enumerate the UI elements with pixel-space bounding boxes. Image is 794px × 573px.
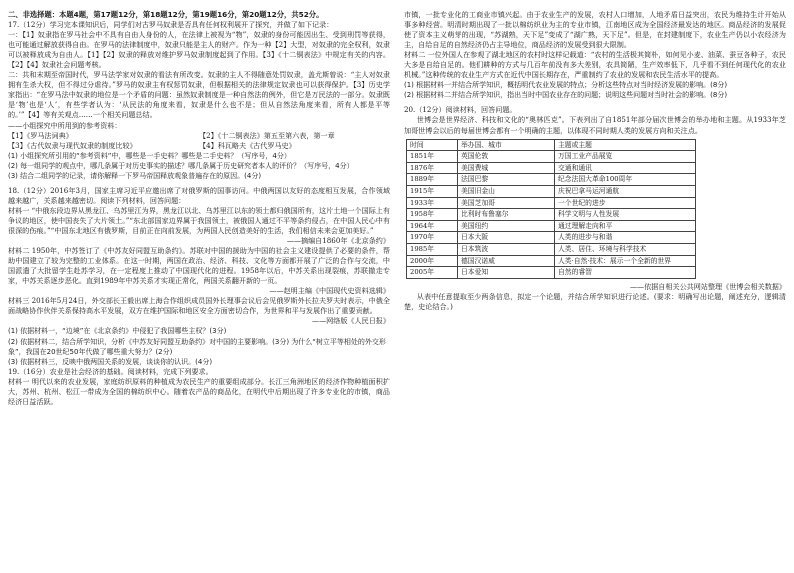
q17-source-intro: ——小组探究中所用到的参考资料：	[8, 120, 122, 130]
expo-city: 英国伦敦	[458, 151, 555, 163]
table-row	[407, 267, 696, 279]
expo-theme: 人类的进步与和谐	[555, 232, 696, 244]
q17-question-3: (3) 结合二组同学的记录，请你解释一下罗马帝国释放观象普遍存在的原因。(4分)	[8, 171, 262, 180]
expo-year: 1933年	[407, 197, 458, 209]
expo-table-header: 主题或主题	[555, 139, 696, 151]
expo-year: 1889年	[407, 174, 458, 186]
expo-city: 美国费城	[458, 162, 555, 174]
q17-group1: 一：【1】奴隶指在罗马社会中不具有自由人身份的人，在法律上被视为“物”，奴隶的身份可能因出生、受到刑罚等获得，也可能通过解放获得自由。在罗马的法律制度中，奴隶只能是主人的财产。作为一种【2】大型，对奴隶的完全权利，奴隶可以被释放成为自由人。【1】【2】奴隶的释放对维护罗马奴隶制度起到了作用。【3】《十二铜表法》中规定有关的内容。【2】【4】奴隶社会问题考核。	[8, 30, 390, 70]
expo-table-header-row	[407, 139, 696, 151]
expo-year: 1851年	[407, 151, 458, 163]
left-column	[8, 10, 390, 407]
expo-city: 日本筑波	[458, 243, 555, 255]
q18-question-2: (2) 依据材料二，结合所学知识，分析《中苏友好同盟互助条约》对中国的主要影响。(3分) 为什么“树立平等相处的外交形象”，我国在20世纪50年代做了哪些重大努力？(2分)	[8, 337, 386, 356]
q18-intro: 18.（12分）2016年3月，国家主席习近平应邀出席了对俄罗斯的国事访问。中俄两国以友好的态度相互发展，合作领域越来越广，关系越来越密切。阅读下列材料，回答问题：	[8, 185, 390, 205]
table-row	[407, 174, 696, 186]
expo-year: 1876年	[407, 162, 458, 174]
expo-table-header: 时间	[407, 139, 458, 151]
section-heading: 二、非选择题：本题4题，第17题12分，第18题12分，第19题16分，第20题12分，共52分。	[8, 10, 324, 19]
q17-group2: 二：共和末期至帝国时代，罗马法学家对奴隶的看法有所改变。奴隶的主人不得随意处罚奴隶，盖尤斯曾说：“主人对奴隶拥有生杀大权，但不得过分虐待。”罗马的奴隶主有权惩罚奴隶，但根据相关的法律规定奴隶也可以获得保护。【3】历史学家指出：“在罗马法中奴隶的地位是一个矛盾的问题：虽然奴隶制度是一种自然法的例外，但它是万民法的一部分。奴隶既是‘物’也是‘人’，有些学者认为：‘从民法的角度来看，奴隶是什么也不是；但从自然法角度来看，所有人都是平等的。’”【4】等有关观点……一个相关问题总结。	[8, 70, 390, 120]
table-row	[407, 209, 696, 221]
q18-material-3-source: ——网络版《人民日报》	[311, 316, 390, 326]
expo-year: 1958年	[407, 209, 458, 221]
expo-year: 2000年	[407, 255, 458, 267]
table-row	[407, 232, 696, 244]
expo-year: 1985年	[407, 243, 458, 255]
expo-year: 1915年	[407, 185, 458, 197]
q18-question-3: (3) 依据材料三，反映中俄两国关系的发展，谈谈你的认识。(4分)	[8, 357, 213, 366]
expo-city: 日本大阪	[458, 232, 555, 244]
q17-ref-2: 【2】《十二铜表法》第五至第六表，第一章	[199, 130, 335, 140]
expo-theme: 万国工业产品展览	[555, 151, 696, 163]
q17-question-2: (2) 每一组同学的观点中，哪几条属于对历史事实的描述？哪几条属于历史研究者本人的评价？（写序号，4分）	[8, 161, 354, 170]
expo-city: 日本爱知	[458, 267, 555, 279]
table-row	[407, 151, 696, 163]
expo-city: 美国芝加哥	[458, 197, 555, 209]
q18-question-1: (1) 依据材料一，“边境”在《北京条约》中侵犯了我国哪些主权？(3分)	[8, 327, 227, 336]
expo-theme: 人类·自然·技术：展示一个全新的世界	[555, 255, 696, 267]
table-row	[407, 243, 696, 255]
expo-theme: 一个世纪的进步	[555, 197, 696, 209]
right-column	[404, 10, 786, 312]
expo-theme: 科学文明与人性发展	[555, 209, 696, 221]
expo-city: 法国巴黎	[458, 174, 555, 186]
q19-material-1-continued: 市镇，一批专业化的工商业市镇兴起。由于农业生产的发展，农村人口增加，人地矛盾日益突出，农民为维持生计开始从事多种经营。明清时期出现了一批以棉纺织业为主的专业市镇，江南地区成为全国经济最发达的地区。商品经济的发展促使了资本主义萌芽的出现，“苏湖熟，天下足”变成了“湖广熟，天下足”。但是，在封建制度下，农业生产仍以小农经济为主，自给自足的自然经济仍占主导地位，商品经济的发展受到很大限制。	[404, 10, 786, 50]
expo-year: 2005年	[407, 267, 458, 279]
expo-city: 美国纽约	[458, 220, 555, 232]
q19-material-1: 材料一 明代以来的农业发展，家庭纺织原料的种植成为农民生产的重要组成部分。长江三角洲地区的经济作物种植面积扩大，苏州、杭州、松江一带成为全国的棉纺织中心。随着农产品的商品化，在明代中后期出现了许多专业化的市镇，商品经济日益活跃。	[8, 376, 390, 406]
q20-intro: 20.（12分）阅读材料，回答问题。	[404, 105, 517, 115]
expo-city: 比利时布鲁塞尔	[458, 209, 555, 221]
expo-theme: 自然的睿智	[555, 267, 696, 279]
q19-question-2: (2) 根据材料二并结合所学知识，指出当时中国农业存在的问题；说明这些问题对当时社会的影响。(8分)	[404, 91, 728, 100]
q17-intro: 17.（12分）学习完本课知识后，同学们对古罗马奴隶是否具有任何权利展开了探究，并做了如下记录：	[8, 20, 334, 30]
q18-material-2: 材料二 1950年，中苏签订了《中苏友好同盟互助条约》。苏联对中国的援助为中国的社会主义建设提供了必要的条件，帮助中国建立了较为完整的工业体系。在这一时期，两国在政治、经济、科技、文化等方面都开展了广泛的合作与交流，中国派遣了大批留学生赴苏学习，在一定程度上推动了中国现代化的进程。1958年以后，中苏关系出现裂痕，苏联撤走专家，中苏关系逐步恶化。直到1989年中苏关系才实现正常化，两国关系翻开新的一页。	[8, 246, 390, 286]
expo-city: 美国旧金山	[458, 185, 555, 197]
table-row	[407, 185, 696, 197]
q19-intro: 19.（16分）农业是社会经济的基础。阅读材料，完成下列要求。	[8, 366, 213, 376]
q19-question-1: (1) 根据材料一并结合所学知识，概括明代农业发展的特点；分析这些特点对当时经济发展的影响。(8分)	[404, 81, 728, 90]
table-row	[407, 255, 696, 267]
q18-material-1: 材料一 “中俄东段边界从黑龙江、乌苏里江为界，黑龙江以北、乌苏里江以东的领土都归俄国所有，这片土地一个国际上有争议的地区，使中国丧失了大片领土。”“东北部国家边界属于我国领土，被俄国人通过不平等条约侵占，在中国人民心中有很深的伤痕。”“中国东北地区有俄罗斯，目前正在向前发展，为两国人民创造美好的生活，我们相信未来会更加美好。”	[8, 205, 390, 235]
q17-ref-4: 【4】科瓦略夫《古代罗马史》	[199, 140, 296, 150]
expo-year: 1970年	[407, 232, 458, 244]
table-row	[407, 220, 696, 232]
q18-material-1-source: ——摘编自1860年《北京条约》	[286, 236, 390, 246]
expo-theme: 通过理解走向和平	[555, 220, 696, 232]
q17-reference-list	[8, 131, 390, 151]
table-row	[407, 162, 696, 174]
expo-theme: 人类、居住、环境与科学技术	[555, 243, 696, 255]
expo-table-header: 举办国、城市	[458, 139, 555, 151]
expo-table-source: ——依据自相关公共网站整理《世博会相关数据》	[629, 281, 786, 291]
expo-theme: 庆祝巴拿马运河通航	[555, 185, 696, 197]
q20-material: 世博会是世界经济、科技和文化的“奥林匹克”。下表列出了自1851年部分届次世博会的举办地和主题。从1933年芝加哥世博会以后的每届世博会都有一个明确的主题，以体现不同时期人类的发展方向和关注点。	[404, 115, 786, 135]
expo-year: 1964年	[407, 220, 458, 232]
q17-ref-1: 【1】《罗马法词典》	[8, 130, 73, 140]
q17-question-1: (1) 小组探究所引用的“参考资料”中，哪些是一手史料？哪些是二手史料？（写序号，4分）	[8, 151, 291, 160]
table-row	[407, 197, 696, 209]
expo-theme: 交通和通讯	[555, 162, 696, 174]
q20-question: 从表中任意提取至少两条信息，拟定一个论题，并结合所学知识进行论述。(要求：明确写出论题，阐述充分，逻辑清楚，史论结合。)	[404, 291, 786, 311]
q19-material-2: 材料二 一位外国人在参观了湖北地区的农村时这样记载道：“农村的生活极其简朴，如何见小麦、油菜、蚕豆各种子，农民大多是自给自足的。他们耕种的方式与几百年前没有多大差别，农具简陋，生产效率低下，几乎看不到任何现代化的农业机械。”这种传统的农业生产方式在近代中国长期存在，严重制约了农业的发展和农民生活水平的提高。	[404, 50, 786, 80]
expo-table	[406, 139, 696, 279]
q18-material-2-source: ——赵明主编《中国现代史资料选辑》	[269, 286, 390, 296]
expo-city: 德国汉诺威	[458, 255, 555, 267]
q17-ref-3: 【3】《古代奴隶与现代奴隶的制度比较》	[8, 140, 137, 150]
expo-theme: 纪念法国大革命100周年	[555, 174, 696, 186]
q18-material-3: 材料三 2016年5月24日，外交部长王毅出席上海合作组织成员国外长理事会议后会见俄罗斯外长拉夫罗夫时表示，中俄全面战略协作伙伴关系保持高水平发展，双方在维护国际和地区安全方面密切合作，为世界和平与发展作出了重要贡献。	[8, 296, 390, 316]
